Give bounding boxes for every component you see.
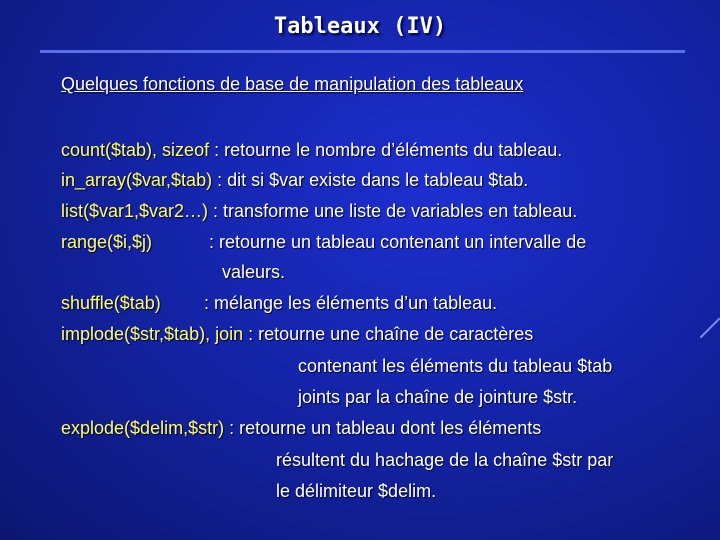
title-divider (40, 50, 685, 53)
entry-count (61, 140, 562, 161)
entry-shuffle-description (204, 293, 497, 314)
function-description: : transforme une liste de variables en tableau. (208, 201, 578, 221)
function-name: range($i,$j) (61, 232, 153, 252)
function-description-continued: contenant les éléments du tableau $tab (298, 356, 613, 376)
function-description: : dit si $var existe dans le tableau $tab. (212, 170, 529, 190)
function-description-continued: le délimiteur $delim. (276, 481, 437, 501)
function-description-continued: joints par la chaîne de jointure $str. (298, 387, 578, 407)
function-name: list($var1,$var2…) (61, 201, 209, 221)
function-description: : retourne un tableau dont les éléments (224, 418, 542, 438)
entry-implode-continuation-1 (298, 356, 612, 377)
entry-range-continuation (222, 262, 285, 283)
slide-subtitle: Quelques fonctions de base de manipulation des tableaux (61, 74, 524, 94)
function-name: explode($delim,$str) (61, 418, 225, 438)
function-description: : mélange les éléments d’un tableau. (204, 293, 498, 313)
entry-implode (61, 324, 533, 345)
entry-range (61, 232, 152, 253)
function-description: : retourne une chaîne de caractères (243, 324, 534, 344)
entry-explode-continuation-2 (276, 481, 436, 502)
slide-title: Tableaux (IV) (273, 14, 447, 39)
entry-in-array (61, 170, 528, 191)
function-description: : retourne le nombre d’éléments du tableau. (209, 140, 563, 160)
entry-explode (61, 418, 541, 439)
entry-implode-continuation-2 (298, 387, 577, 408)
entry-range-description (209, 232, 586, 253)
function-name: shuffle($tab) (61, 293, 161, 313)
function-name: implode($str,$tab), join (61, 324, 244, 344)
decorative-line (700, 318, 720, 338)
function-description-continued: résultent du hachage de la chaîne $str par (276, 450, 614, 470)
function-name: in_array($var,$tab) (61, 170, 213, 190)
function-description-continued: valeurs. (222, 262, 286, 282)
entry-list (61, 201, 577, 222)
function-description: : retourne un tableau contenant un intervalle de (209, 232, 587, 252)
entry-shuffle (61, 293, 161, 314)
function-name: count($tab), sizeof (61, 140, 210, 160)
entry-explode-continuation-1 (276, 450, 613, 471)
